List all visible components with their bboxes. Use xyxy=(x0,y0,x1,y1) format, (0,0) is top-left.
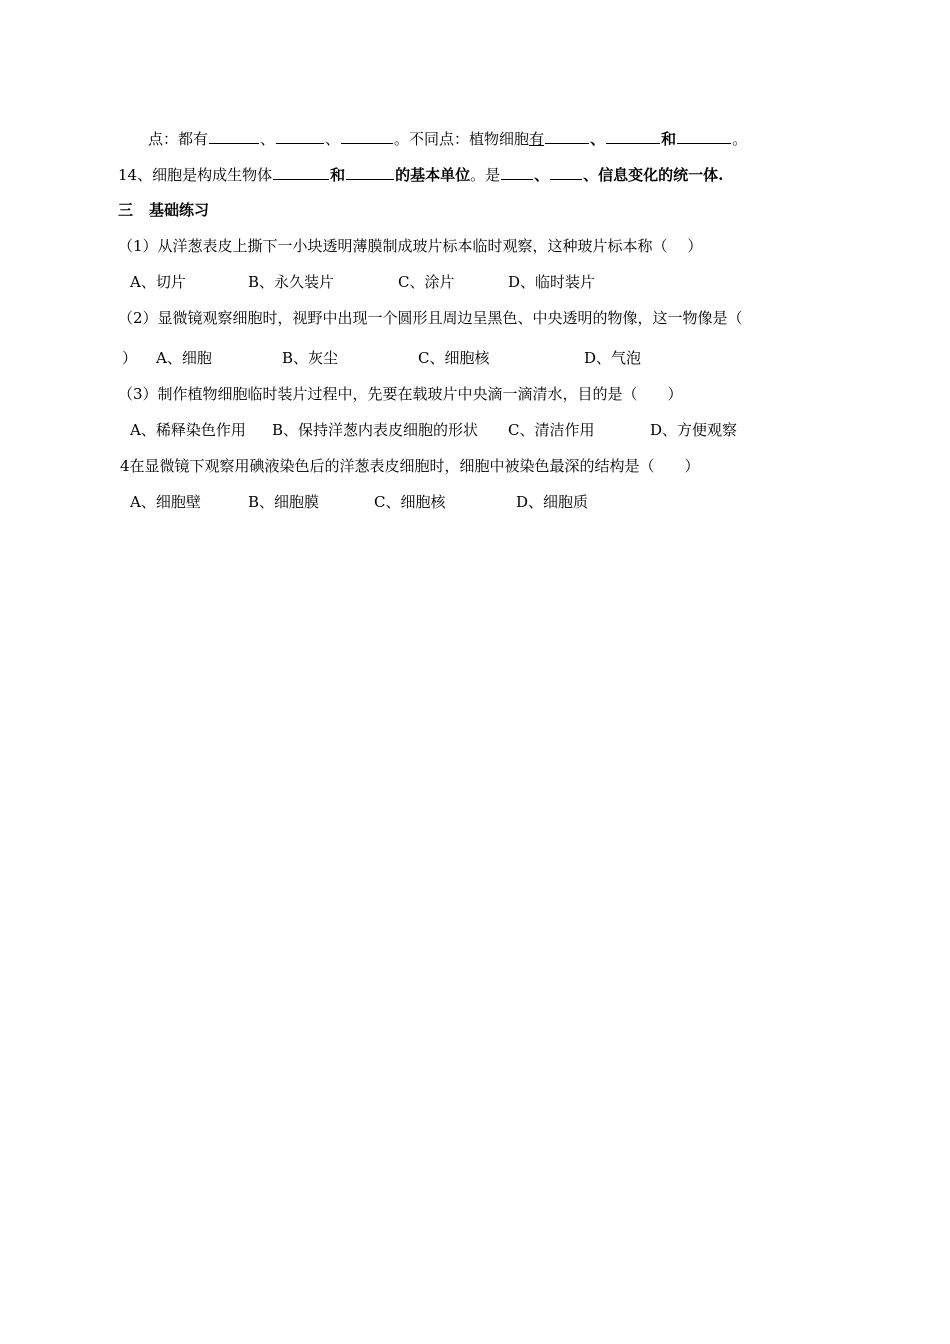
separator: 、 xyxy=(534,166,550,184)
q14-text-he: 和 xyxy=(330,166,346,184)
q3-stem-tail: 的是（ ） xyxy=(592,385,683,403)
q2-option-b: B、灰尘 xyxy=(282,349,339,367)
q14-text-1: 14、细胞是构成生物体 xyxy=(118,166,273,184)
q2-stem-text: （2）显微镜观察细胞时，视野中出现一个圆形且周边呈黑色、中央透 xyxy=(118,309,578,327)
q4-option-b: B、细胞膜 xyxy=(248,493,320,511)
q4-option-d: D、细胞质 xyxy=(516,493,589,511)
q2-stem-tail: 明的物像，这一物像是（ xyxy=(577,309,743,327)
answer-blank xyxy=(273,164,329,180)
q14-text-4: 、信息变化的统一体. xyxy=(583,166,724,184)
q13-text-he: 和 xyxy=(661,130,677,148)
q3-stem xyxy=(118,384,683,404)
answer-blank xyxy=(501,164,533,180)
q2-close-paren: ） xyxy=(122,349,138,367)
q1-option-b: B、永久装片 xyxy=(248,273,335,291)
q3-option-b: B、保持洋葱内表皮细胞的形状 xyxy=(272,421,479,439)
q1-stem: （1）从洋葱表皮上撕下一小块透明薄膜制成玻片标本临时观察，这种玻片标本称（ ） xyxy=(118,237,703,255)
q2-option-c: C、细胞核 xyxy=(418,349,490,367)
q13-text-you: 有 xyxy=(529,130,545,148)
answer-blank xyxy=(545,128,589,144)
separator: 、 xyxy=(590,130,606,148)
q14-text-3: 。是 xyxy=(470,166,501,184)
q2-option-d: D、气泡 xyxy=(584,349,642,367)
q2-stem xyxy=(118,308,743,328)
q3-option-c: C、清洁作用 xyxy=(508,421,595,439)
section-title: 基础练习 xyxy=(149,201,210,219)
answer-blank xyxy=(276,128,324,144)
separator: 。 xyxy=(732,130,748,148)
answer-blank xyxy=(341,128,393,144)
q1-option-d: D、临时装片 xyxy=(508,273,596,291)
q13-text-2: 。不同点：植物细胞 xyxy=(394,130,530,148)
q13-continuation-line xyxy=(148,128,747,149)
q3-option-d: D、方便观察 xyxy=(650,421,738,439)
section-heading xyxy=(118,200,209,220)
separator: 、 xyxy=(325,130,341,148)
q1-option-a: A、切片 xyxy=(130,273,186,291)
q14-line xyxy=(118,164,723,185)
section-number: 三 xyxy=(118,201,134,219)
q4-option-a: A、细胞壁 xyxy=(130,493,201,511)
q13-text-1: 点：都有 xyxy=(148,130,209,148)
q4-option-c: C、细胞核 xyxy=(374,493,446,511)
answer-blank xyxy=(677,128,731,144)
q4-stem: 4在显微镜下观察用碘液染色后的洋葱表皮细胞时，细胞中被染色最深的结构是（ ） xyxy=(120,457,700,475)
separator: 、 xyxy=(260,130,276,148)
q14-text-2: 的基本单位 xyxy=(395,166,471,184)
answer-blank xyxy=(606,128,660,144)
q1-option-c: C、涂片 xyxy=(398,273,455,291)
q3-option-a: A、稀释染色作用 xyxy=(130,421,246,439)
answer-blank xyxy=(209,128,259,144)
answer-blank xyxy=(550,164,582,180)
q3-stem-text: （3）制作植物细胞临时装片过程中，先要在载玻片中央滴一滴清水，目 xyxy=(118,385,593,403)
q2-option-a: A、细胞 xyxy=(156,349,212,367)
answer-blank xyxy=(346,164,394,180)
